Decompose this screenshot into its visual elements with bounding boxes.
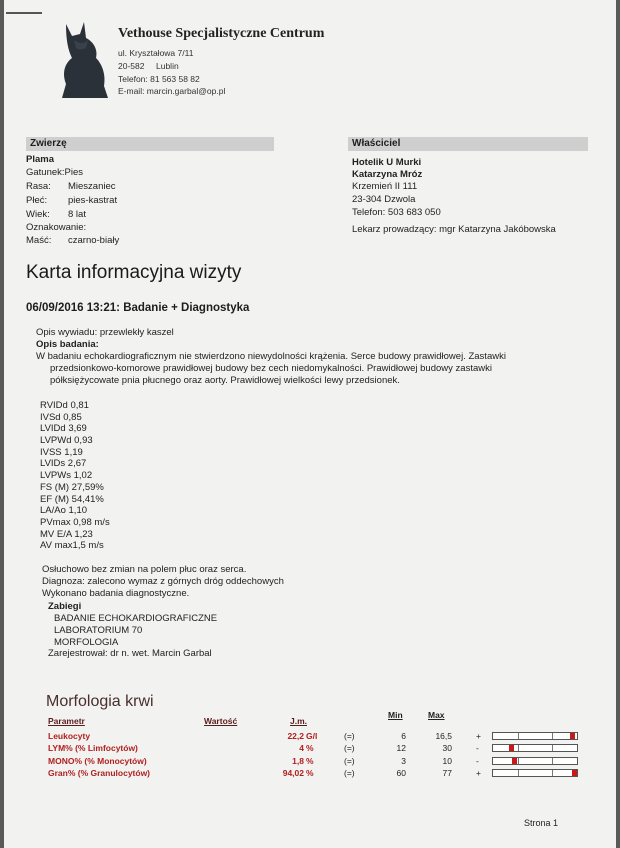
page-number: Strona 1 [524,818,559,828]
owner-line1: Hotelik U Murki [352,157,422,168]
range-gauge [492,744,578,752]
animal-section-header: Zwierzę [26,137,274,151]
range-gauge [492,757,578,765]
param-value: 94,02 [282,768,304,779]
param-min: 60 [396,768,406,779]
visit-history: Opis wywiadu: przewlekły kaszel [36,327,174,338]
param-name: LYM% (% Limfocytów) [48,743,138,754]
clinic-email: E-mail: marcin.garbal@op.pl [118,86,226,96]
morphology-row [4,742,616,754]
owner-line2: Katarzyna Mróz [352,169,423,180]
param-min: 6 [401,731,406,741]
owner-phone: Telefon: 503 683 050 [352,207,441,218]
measurement: EF (M) 54,41% [40,493,104,505]
procedure-item: BADANIE ECHOKARDIOGRAFICZNE [54,613,218,624]
gauge-min-tick [518,770,519,776]
col-min-header: Min [388,710,403,720]
param-name: Gran% (% Granulocytów) [48,768,151,779]
note-line: Osłuchowo bez zmian na polem płuc oraz serca. [42,564,247,575]
param-max: 10 [442,755,452,766]
marking-label: Oznakowanie: [26,222,87,233]
param-name: MONO% (% Monocytów) [48,755,147,766]
gauge-marker [570,733,575,739]
exam-line: półksiężycowate pnia płucnego oraz aorty. Prawidłowej wielkości lewy przedsionek. [50,375,400,386]
col-value-header: Wartość [204,716,238,726]
col-param-header: Parametr [48,716,85,726]
color-label: Maść: [26,235,52,246]
exam-label: Opis badania: [36,339,99,350]
morphology-title: Morfologia krwi [46,693,154,710]
gauge-max-tick [552,770,553,776]
clinic-city: Lublin [156,61,179,71]
echo-measurements [40,400,110,552]
procedure-item: MORFOLOGIA [54,637,119,648]
gauge-min-tick [518,758,519,764]
param-unit: % [306,768,314,779]
owner-street: Krzemień II 111 [352,181,418,192]
param-unit: G/l [306,731,318,741]
gauge-max-tick [552,758,553,764]
morphology-row [4,755,616,767]
measurement: PVmax 0,98 m/s [40,516,110,528]
measurement: LVPWd 0,93 [40,435,93,447]
param-flag: (=) [344,755,355,766]
cat-logo-icon [54,20,114,100]
measurement: AV max1,5 m/s [40,540,104,552]
owner-section-header: Właściciel [348,137,588,151]
param-unit: % [306,743,314,754]
color-value: czarno-biały [68,235,120,246]
param-flag: (=) [344,731,355,741]
attending-vet: Lekarz prowadzący: mgr Katarzyna Jakóbowska [352,224,556,235]
param-value: 1,8 [292,755,304,766]
gauge-max-tick [552,745,553,751]
gauge-min-tick [518,733,519,739]
param-max: 16,5 [435,731,452,741]
param-value: 22,2 [287,731,304,741]
gauge-max-tick [552,733,553,739]
visit-notes [42,564,284,600]
age-label: Wiek: [26,209,50,220]
param-direction: + [476,731,481,741]
age-value: 8 lat [68,209,86,220]
sex-value: pies-kastrat [68,195,118,206]
owner-city: 23-304 Dzwola [352,194,416,205]
morphology-row [4,730,616,742]
scan-mark [6,12,42,14]
exam-line: przedsionkowo-komorowe prawidłowej budowy bez cech niedomykalności. Prawidłowej budowy zastawki [50,363,492,374]
param-direction: - [476,743,479,754]
clinic-postal: 20-582 [118,61,145,71]
procedure-item: LABORATORIUM 70 [54,625,143,636]
breed-value: Mieszaniec [68,181,116,192]
param-value: 4 [299,743,304,754]
measurement: FS (M) 27,59% [40,481,104,493]
animal-name: Plama [26,154,54,165]
param-flag: (=) [344,768,355,779]
exam-description [36,351,596,387]
range-gauge [492,732,578,740]
measurement: LVIDs 2,67 [40,458,87,470]
gauge-marker [572,770,577,776]
measurement: IVSS 1,19 [40,446,83,458]
animal-species: Gatunek:Pies [26,167,84,178]
clinic-name: Vethouse Specjalistyczne Centrum [118,26,325,41]
note-line: Wykonano badania diagnostyczne. [42,588,190,599]
col-max-header: Max [428,710,445,720]
gauge-marker [509,745,514,751]
exam-line: W badaniu echokardiograficznym nie stwierdzono niewydolności krążenia. Serce budowy prawidłowej. Zastawki [36,351,506,362]
document-page [4,0,616,848]
range-gauge [492,769,578,777]
measurement: IVSd 0,85 [40,411,82,423]
registered-by: Zarejestrował: dr n. wet. Marcin Garbal [48,648,212,659]
breed-label: Rasa: [26,181,51,192]
param-flag: (=) [344,743,355,754]
visit-header: 06/09/2016 13:21: Badanie + Diagnostyka [26,302,250,314]
measurement: MV E/A 1,23 [40,528,93,540]
morphology-row [4,767,616,779]
measurement: RVIDd 0,81 [40,400,89,411]
param-unit: % [306,755,314,766]
procedures-label: Zabiegi [48,601,82,612]
clinic-phone: Telefon: 81 563 58 82 [118,74,200,84]
page-title: Karta informacyjna wizyty [26,262,242,283]
clinic-street: ul. Kryształowa 7/11 [118,48,194,58]
param-max: 30 [442,743,452,754]
gauge-min-tick [518,745,519,751]
col-unit-header: J.m. [290,716,308,726]
measurement: LA/Ao 1,10 [40,505,88,517]
measurement: LVIDd 3,69 [40,423,87,435]
note-line: Diagnoza: zalecono wymaz z górnych dróg oddechowych [42,576,284,587]
param-min: 3 [401,755,406,766]
measurement: LVPWs 1,02 [40,470,93,482]
param-name: Leukocyty [48,731,91,741]
param-min: 12 [396,743,406,754]
sex-label: Płeć: [26,195,48,206]
gauge-marker [512,758,517,764]
param-direction: + [476,768,481,779]
param-direction: - [476,755,479,766]
param-max: 77 [442,768,452,779]
procedures-list [54,613,217,649]
